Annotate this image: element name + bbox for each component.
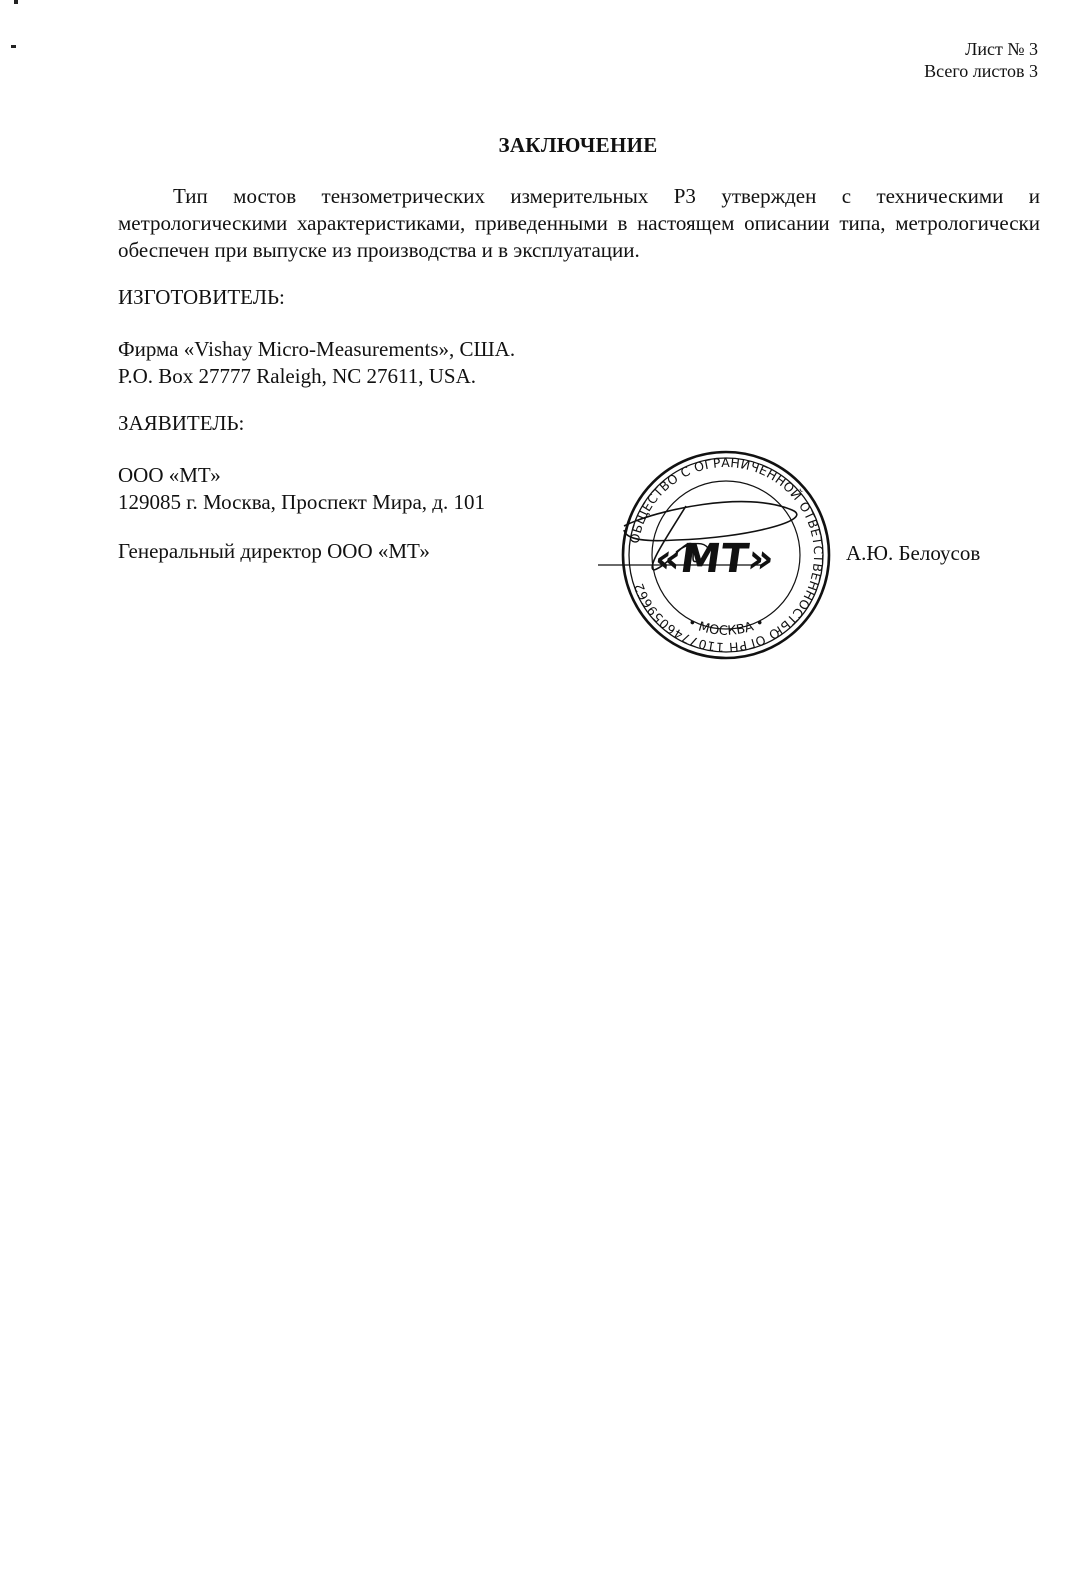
scan-mark xyxy=(14,0,18,4)
stamp-ring-text: ОБЩЕСТВО С ОГРАНИЧЕННОЙ ОТВЕТСТВЕННОСТЬЮ ОГРН 1107746059662 xyxy=(626,454,827,656)
manufacturer-address: P.O. Box 27777 Raleigh, NC 27611, USA. xyxy=(118,364,476,388)
conclusion-paragraph: Тип мостов тензометрических измерительных Р3 утвержден с техническими и метрологическими характеристиками, приведенными в настоящем описании типа, метрологически обеспечен при выпуске из производства и в эксплуатации. xyxy=(118,184,1040,262)
stamp-center-text: «МТ» xyxy=(651,536,777,582)
manufacturer-name: Фирма «Vishay Micro-Measurements», США. xyxy=(118,337,516,361)
stamp-seal-icon xyxy=(596,448,836,663)
applicant-address: 129085 г. Москва, Проспект Мира, д. 101 xyxy=(118,490,485,514)
manufacturer-heading: ИЗГОТОВИТЕЛЬ: xyxy=(118,285,285,309)
applicant-block xyxy=(118,462,485,516)
document-title: ЗАКЛЮЧЕНИЕ xyxy=(498,133,658,157)
scan-mark xyxy=(11,45,16,48)
total-sheets: Всего листов 3 xyxy=(924,61,1038,81)
sheet-number: Лист № 3 xyxy=(965,39,1038,59)
sheet-info xyxy=(924,38,1038,82)
company-stamp xyxy=(596,448,836,663)
applicant-heading: ЗАЯВИТЕЛЬ: xyxy=(118,411,245,435)
manufacturer-block xyxy=(118,336,515,390)
signer-name: А.Ю. Белоусов xyxy=(846,541,981,565)
applicant-name: ООО «МТ» xyxy=(118,463,221,487)
stamp-bottom-text: • МОСКВА • xyxy=(685,615,767,639)
signatory-position: Генеральный директор ООО «МТ» xyxy=(118,539,430,563)
